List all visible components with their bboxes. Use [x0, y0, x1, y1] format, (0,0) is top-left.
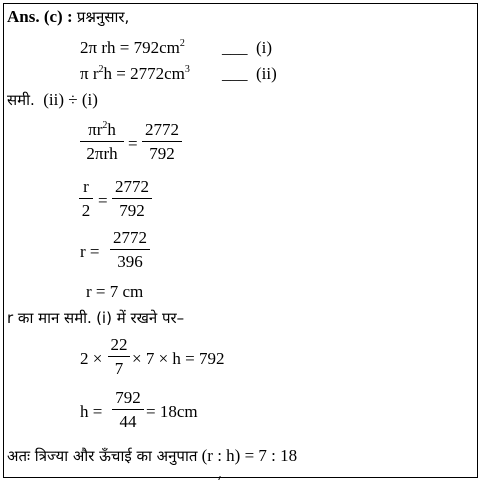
step-1-num-b: h — [107, 120, 116, 139]
step-5-numerator: 22 — [108, 335, 130, 357]
equation-2 — [80, 64, 190, 84]
step-1-num-a: πr — [88, 120, 103, 139]
step-1-left-numerator — [80, 120, 124, 142]
step-6-numerator: 792 — [112, 388, 144, 410]
heading-text: प्रश्ननुसार, — [76, 8, 130, 26]
equation-2-blank: ___ — [222, 64, 248, 83]
step-1-num-power: 2 — [102, 120, 108, 131]
step-6-fraction — [112, 388, 144, 432]
divide-expression: (ii) ÷ (i) — [43, 90, 98, 109]
step-1-fraction-right — [142, 120, 182, 164]
step-2-fraction-right — [112, 177, 152, 221]
equation-2-lhs-b: h = 2772cm — [103, 64, 185, 83]
step-1-right-denominator: 792 — [149, 144, 175, 163]
step-1-right-numerator: 2772 — [142, 120, 182, 142]
step-2-right-numerator: 2772 — [112, 177, 152, 199]
step-2-left-denominator: 2 — [81, 201, 91, 220]
substitute-text-a: r का मान समी. — [7, 309, 92, 327]
answer-heading — [7, 7, 129, 27]
equation-2-power-a: 2 — [98, 64, 104, 75]
step-2-equals: = — [98, 191, 108, 210]
step-4-result: r = 7 cm — [86, 282, 144, 301]
step-3-denominator: 396 — [117, 252, 143, 271]
step-3-numerator: 2772 — [110, 228, 150, 250]
equation-2-power-b: 3 — [184, 64, 190, 75]
step-6-rhs: = 18cm — [146, 402, 198, 421]
equation-1-lhs: 2π rh = 792cm — [80, 38, 180, 57]
step-3-fraction — [110, 228, 150, 272]
step-2-left-numerator: r — [79, 177, 93, 199]
substitute-line — [7, 308, 184, 328]
step-6-lhs: h = — [80, 402, 103, 421]
conclusion-text: अतः त्रिज्या और ऊँचाई का अनुपात — [7, 447, 198, 465]
divide-line — [7, 90, 98, 110]
equation-2-lhs-a: π r — [80, 64, 99, 83]
step-1-equals: = — [128, 134, 138, 153]
equation-1-blank: ___ — [222, 38, 248, 57]
step-1-fraction-left — [80, 120, 124, 164]
divide-prefix: समी. — [7, 91, 35, 109]
conclusion-line — [7, 446, 297, 466]
step-5-lhs: 2 × — [80, 349, 103, 368]
equation-2-tag: (ii) — [256, 64, 277, 83]
substitute-text-b: (i) में रखने पर– — [96, 309, 185, 327]
equation-1 — [80, 38, 185, 58]
step-5-fraction — [108, 335, 130, 379]
equation-1-power: 2 — [179, 38, 185, 49]
step-5-rhs: × 7 × h = 792 — [132, 349, 225, 368]
equation-1-tag: (i) — [256, 38, 273, 57]
step-2-fraction-left — [79, 177, 93, 221]
step-3-lhs: r = — [80, 242, 100, 261]
step-6-denominator: 44 — [119, 412, 137, 431]
answer-label: Ans. (c) : — [7, 7, 73, 26]
conclusion-ratio: (r : h) = 7 : 18 — [201, 446, 298, 465]
step-2-right-denominator: 792 — [119, 201, 145, 220]
step-1-left-denominator: 2πrh — [86, 144, 118, 163]
stray-mark — [218, 476, 223, 480]
step-5-denominator: 7 — [114, 359, 124, 378]
